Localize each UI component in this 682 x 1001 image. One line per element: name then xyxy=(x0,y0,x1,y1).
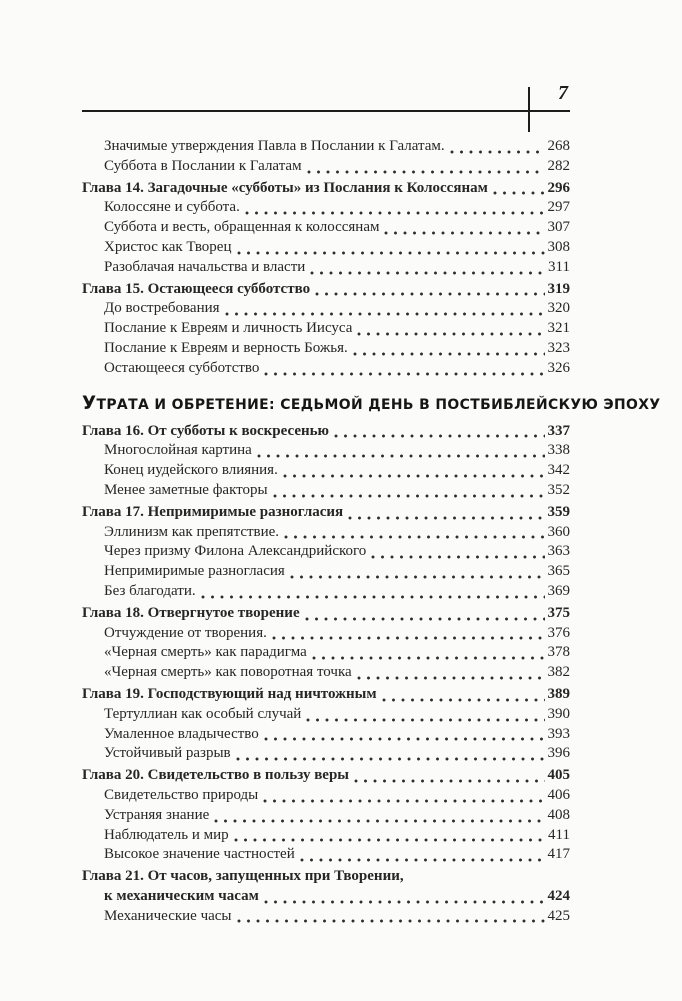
toc-entry-row xyxy=(82,705,570,725)
toc-entry-row xyxy=(82,280,570,300)
toc-entry-page: 338 xyxy=(547,442,570,459)
toc-entry-page: 417 xyxy=(547,846,570,863)
toc-entry-label: Остающееся субботство xyxy=(104,359,260,376)
toc-entry-label: Высокое значение частностей xyxy=(104,846,295,863)
toc-entry-label: Глава 19. Господствующий над ничтожным xyxy=(82,685,377,702)
toc-dot-leader xyxy=(264,725,545,745)
toc-dot-leader xyxy=(334,422,544,442)
toc-entry-row xyxy=(82,806,570,826)
toc-entry-page: 396 xyxy=(547,745,570,762)
toc-entry-row xyxy=(82,359,570,379)
toc-dot-leader xyxy=(353,339,545,359)
toc-entry-label: «Черная смерть» как парадигма xyxy=(104,644,307,661)
toc-entry-page: 297 xyxy=(547,199,570,216)
toc-entry-row xyxy=(82,643,570,663)
toc-entry-row xyxy=(82,157,570,177)
toc-entry-label: Глава 14. Загадочные «субботы» из Послания к Колоссянам xyxy=(82,179,488,196)
toc-entry-label: Умаленное владычество xyxy=(104,725,259,742)
toc-dot-leader xyxy=(300,845,545,865)
toc-entry-row xyxy=(82,542,570,562)
toc-entry-row xyxy=(82,845,570,865)
toc-entry-page: 424 xyxy=(547,887,570,904)
toc-entry-row xyxy=(82,481,570,501)
toc-entry-page: 323 xyxy=(547,339,570,356)
toc-entry-row xyxy=(82,663,570,683)
toc-dot-leader xyxy=(290,562,545,582)
toc-entry-page: 321 xyxy=(547,320,570,337)
toc-entry-page: 382 xyxy=(547,664,570,681)
toc-entry-label: Отчуждение от творения. xyxy=(104,624,267,641)
toc-entry-row xyxy=(82,523,570,543)
toc-entry-page: 326 xyxy=(547,359,570,376)
toc-entry-page: 282 xyxy=(547,157,570,174)
toc-entry-row xyxy=(82,218,570,238)
toc-dot-leader xyxy=(273,481,545,501)
toc-entry-row xyxy=(82,826,570,846)
toc-entry-label: Тертуллиан как особый случай xyxy=(104,705,302,722)
toc-dot-leader xyxy=(236,744,545,764)
toc-entry-page: 365 xyxy=(547,563,570,580)
toc-entry-row xyxy=(82,907,570,927)
toc-dot-leader xyxy=(354,766,544,786)
toc-entry-label: Менее заметные факторы xyxy=(104,481,268,498)
toc-entry-page: 405 xyxy=(547,767,570,784)
toc-entry-label: к механическим часам xyxy=(104,887,259,904)
toc-dot-leader xyxy=(234,826,545,846)
toc-entry-row xyxy=(82,582,570,602)
toc-entry-page: 369 xyxy=(547,582,570,599)
toc-entry-row xyxy=(82,624,570,644)
toc-entry-label: Устраняя знание xyxy=(104,806,210,823)
toc-entry-label: Послание к Евреям и верность Божья. xyxy=(104,339,348,356)
toc-entry-page: 375 xyxy=(547,604,570,621)
toc-entry-row xyxy=(82,238,570,258)
toc-entry-page: 359 xyxy=(547,503,570,520)
toc-dot-leader xyxy=(237,238,545,258)
toc-entry-page: 268 xyxy=(547,138,570,154)
toc-entry-page: 389 xyxy=(547,685,570,702)
toc-dot-leader xyxy=(382,685,545,705)
toc-entry-label: Глава 17. Непримиримые разногласия xyxy=(82,503,344,520)
toc-entry-label: Значимые утверждения Павла в Послании к Галатам. xyxy=(104,138,445,154)
toc-entry-label: Эллинизм как препятствие. xyxy=(104,523,280,540)
toc-entry-row xyxy=(82,685,570,705)
toc-entry-page: 360 xyxy=(547,523,570,540)
toc-entry-label: Механические часы xyxy=(104,907,232,924)
toc-entry-label: До востребования xyxy=(104,300,220,317)
toc-entry-row xyxy=(82,887,570,907)
toc-entry-row xyxy=(82,422,570,442)
toc-dot-leader xyxy=(237,907,545,927)
toc-entry-label: Многослойная картина xyxy=(104,442,252,459)
toc-entry-label: Глава 21. От часов, запущенных при Творении, xyxy=(82,868,404,885)
toc-dot-leader xyxy=(371,542,544,562)
toc-dot-leader xyxy=(257,441,545,461)
toc-entry-row xyxy=(82,604,570,624)
toc-entry-page: 307 xyxy=(547,219,570,236)
header-rule xyxy=(82,110,570,112)
toc-dot-leader xyxy=(450,137,545,157)
toc-dot-leader xyxy=(357,319,544,339)
toc-dot-leader xyxy=(306,705,544,725)
header-tick xyxy=(528,87,530,132)
toc-entry-page: 296 xyxy=(547,179,570,196)
toc-entry-page: 406 xyxy=(547,786,570,803)
toc-entry-row xyxy=(82,339,570,359)
toc-entry-row xyxy=(82,744,570,764)
toc-dot-leader xyxy=(312,643,545,663)
toc-entry-label: Глава 18. Отвергнутое творение xyxy=(82,604,300,621)
toc-entry-page: 337 xyxy=(547,422,570,439)
toc-entry-page: 408 xyxy=(547,806,570,823)
toc-dot-leader xyxy=(214,806,544,826)
toc-entry-page: 320 xyxy=(547,300,570,317)
toc-dot-leader xyxy=(384,218,544,238)
toc-entry-row xyxy=(82,562,570,582)
toc-dot-leader xyxy=(263,786,544,806)
toc-entry-row xyxy=(82,258,570,278)
toc-dot-leader xyxy=(272,624,545,644)
toc-dot-leader xyxy=(245,198,545,218)
toc-entry-label: Через призму Филона Александрийского xyxy=(104,543,367,560)
toc-entry-label: Без благодати. xyxy=(104,582,196,599)
toc-entry-row xyxy=(82,766,570,786)
toc-entry-label: Послание к Евреям и личность Иисуса xyxy=(104,320,353,337)
toc-entry-page: 319 xyxy=(547,280,570,297)
toc-entry-label: «Черная смерть» как поворотная точка xyxy=(104,664,352,681)
toc-entry-page: 342 xyxy=(547,462,570,479)
toc-entry-label: Устойчивый разрыв xyxy=(104,745,231,762)
toc-entry-row xyxy=(82,179,570,199)
toc-entry-label: Суббота и весть, обращенная к колоссянам xyxy=(104,219,380,236)
toc-entry-row xyxy=(82,299,570,319)
toc-dot-leader xyxy=(357,663,545,683)
toc-entry-page: 308 xyxy=(547,238,570,255)
toc-entry-page: 376 xyxy=(547,624,570,641)
toc-dot-leader xyxy=(201,582,545,602)
toc-dot-leader xyxy=(315,280,544,300)
toc-entry-label: Свидетельство природы xyxy=(104,786,259,803)
toc-dot-leader xyxy=(307,157,545,177)
toc-entry-label: Глава 15. Остающееся субботство xyxy=(82,280,311,297)
toc-dot-leader xyxy=(310,258,545,278)
toc-entry-label: Конец иудейского влияния. xyxy=(104,462,278,479)
toc-entry-row xyxy=(82,198,570,218)
toc-dot-leader xyxy=(305,604,545,624)
toc-entry-label: Непримиримые разногласия xyxy=(104,563,285,580)
toc-entry-label: Колоссяне и суббота. xyxy=(104,199,240,216)
toc-entry-row xyxy=(82,725,570,745)
toc-entry-label: Суббота в Послании к Галатам xyxy=(104,157,302,174)
toc-entry-row xyxy=(82,461,570,481)
toc-entry-label: Наблюдатель и мир xyxy=(104,826,229,843)
toc-entry-row xyxy=(82,319,570,339)
toc-dot-leader xyxy=(284,523,544,543)
table-of-contents xyxy=(82,137,661,926)
toc-entry-page: 352 xyxy=(547,481,570,498)
toc-entry-label: Разоблачая начальства и власти xyxy=(104,258,306,275)
toc-dot-leader xyxy=(264,887,545,907)
toc-entry-page: 311 xyxy=(548,258,570,275)
toc-entry-page: 425 xyxy=(547,907,570,924)
toc-entry-page: 411 xyxy=(548,826,570,843)
toc-entry-label: Глава 16. От субботы к воскресенью xyxy=(82,422,330,439)
toc-entry-row xyxy=(82,441,570,461)
toc-entry-row xyxy=(82,503,570,523)
toc-section-title: УТРАТА И ОБРЕТЕНИЕ: СЕДЬМОЙ ДЕНЬ В ПОСТБИБЛЕЙСКУЮ ЭПОХУ xyxy=(82,391,661,414)
toc-dot-leader xyxy=(225,299,545,319)
page-number: 7 xyxy=(558,82,568,104)
toc-dot-leader xyxy=(264,359,544,379)
toc-dot-leader xyxy=(348,503,544,523)
toc-entry-page: 378 xyxy=(547,644,570,661)
toc-entry-row xyxy=(82,867,570,887)
toc-entry-page: 390 xyxy=(547,705,570,722)
toc-entry-label: Христос как Творец xyxy=(104,238,232,255)
toc-entry-row xyxy=(82,137,570,157)
toc-dot-leader xyxy=(493,179,545,199)
toc-entry-page: 363 xyxy=(547,543,570,560)
toc-dot-leader xyxy=(283,461,545,481)
toc-entry-row xyxy=(82,786,570,806)
toc-entry-page: 393 xyxy=(547,725,570,742)
toc-entry-label: Глава 20. Свидетельство в пользу веры xyxy=(82,767,350,784)
